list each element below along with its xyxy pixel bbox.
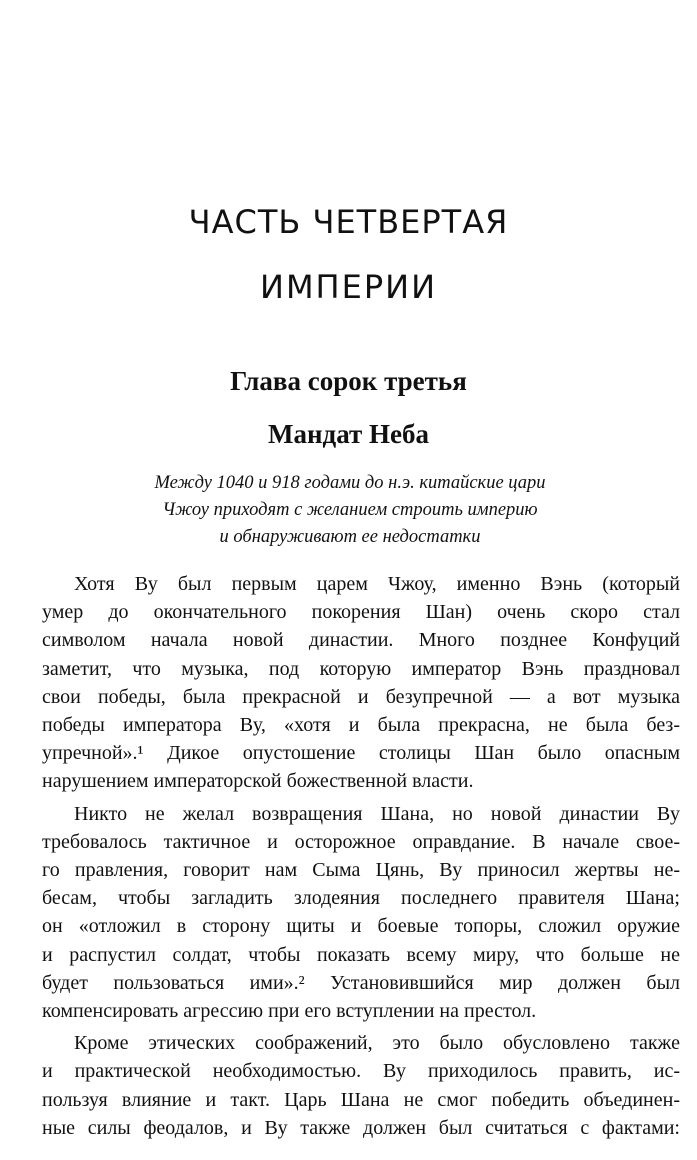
- epigraph-line: и обнаруживают ее недостатки: [219, 527, 481, 547]
- text-line: Хотя Ву был первым царем Чжоу, именно Вэнь (который: [74, 573, 680, 595]
- part-subtitle: ИМПЕРИИ: [260, 268, 437, 306]
- part-title: ЧАСТЬ ЧЕТВЕРТАЯ: [188, 203, 509, 241]
- text-line: бесам, чтобы загладить злодеяния последнего правителя Шана;: [42, 887, 680, 910]
- text-line: будет пользоваться ими».² Установившийся мир должен был: [42, 971, 680, 994]
- chapter-title: Мандат Неба: [268, 419, 429, 449]
- text-line: го правления, говорит нам Сыма Цянь, Ву приносил жертвы не-: [42, 859, 680, 882]
- text-line: и распустил солдат, чтобы показать всему миру, что больше не: [42, 943, 680, 966]
- text-line: он «отложил в сторону щиты и боевые топоры, сложил оружие: [42, 915, 680, 938]
- text-line: свои победы, была прекрасной и безупречной — а вот музыка: [42, 685, 680, 708]
- text-line: пользуя влияние и такт. Царь Шана не смог победить объединен-: [42, 1088, 680, 1111]
- paragraph: [42, 1029, 680, 1142]
- chapter-number: Глава сорок третья: [230, 366, 467, 396]
- paragraph: [42, 800, 680, 1026]
- text-line: нарушением императорской божественной власти.: [42, 770, 474, 793]
- epigraph-line: Между 1040 и 918 годами до н.э. китайские цари: [154, 473, 546, 493]
- chapter-epigraph: [90, 470, 610, 551]
- text-line: Кроме этических соображений, это было обусловлено также: [74, 1032, 680, 1055]
- text-line: Никто не желал возвращения Шана, но новой династии Ву: [74, 802, 680, 825]
- text-line: символом начала новой династии. Много позднее Конфуций: [42, 629, 680, 652]
- text-line: требовалось тактичное и осторожное оправдание. В начале свое-: [42, 830, 680, 853]
- body-text: [42, 570, 680, 1146]
- text-line: упречной».¹ Дикое опустошение столицы Шан было опасным: [42, 742, 680, 765]
- text-line: и практической необходимостью. Ву приходилось править, ис-: [42, 1060, 680, 1083]
- text-line: заметит, что музыка, под которую император Вэнь праздновал: [42, 657, 680, 680]
- text-line: компенсировать агрессию при его вступлении на престол.: [42, 1000, 537, 1023]
- epigraph-line: Чжоу приходят с желанием строить империю: [162, 500, 538, 520]
- text-line: победы императора Ву, «хотя и была прекрасна, не была без-: [42, 714, 680, 737]
- paragraph: [42, 570, 680, 796]
- text-line: ные силы феодалов, и Ву также должен был считаться с фактами:: [42, 1116, 680, 1139]
- text-line: умер до окончательного покорения Шан) очень скоро стал: [42, 601, 680, 624]
